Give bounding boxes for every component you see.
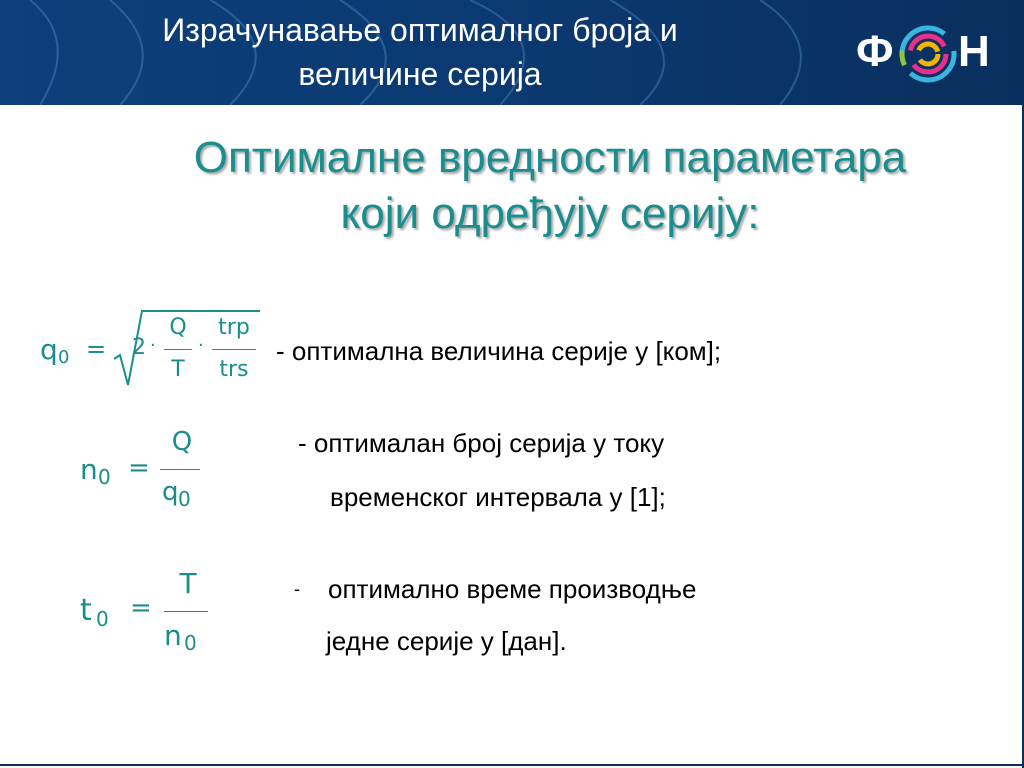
formula-n0 bbox=[78, 425, 208, 520]
n0-denominator-subscript: 0 bbox=[178, 487, 191, 511]
formula-q0 bbox=[36, 305, 266, 395]
n0-numerator: Q bbox=[171, 427, 193, 457]
description-t0-line2: једне серије у [дан]. bbox=[326, 626, 567, 656]
t0-symbol: t bbox=[80, 593, 92, 628]
slide-title-line1: Израчунавање оптималног броја и bbox=[162, 12, 678, 48]
fon-logo bbox=[850, 18, 1000, 90]
q0-subscript: 0 bbox=[58, 347, 70, 368]
section-heading-line2: који одређују серију: bbox=[340, 189, 760, 238]
q0-two: 2 bbox=[132, 335, 146, 360]
description-t0-dash: - bbox=[294, 579, 300, 599]
q0-equals: = bbox=[86, 335, 107, 363]
q0-dot2: · bbox=[198, 335, 204, 356]
t0-numerator: T bbox=[179, 567, 197, 600]
t0-fraction-bar bbox=[164, 611, 208, 612]
description-n0-line2: временског интервала у [1]; bbox=[330, 482, 666, 512]
n0-denominator: q bbox=[162, 477, 179, 507]
section-heading bbox=[120, 130, 980, 242]
q0-symbol: q bbox=[40, 333, 58, 366]
fon-rings-icon bbox=[898, 22, 958, 86]
formula-t0 bbox=[78, 565, 218, 665]
n0-equals: = bbox=[128, 453, 150, 483]
q0-fraction-bar2 bbox=[212, 349, 256, 350]
t0-subscript: 0 bbox=[96, 607, 109, 631]
description-n0-line1: - оптималан број серија у току bbox=[298, 428, 665, 458]
q0-numerator-q: Q bbox=[169, 315, 187, 340]
logo-letter-n: Н bbox=[958, 27, 990, 76]
q0-fraction-bar1 bbox=[164, 349, 192, 350]
t0-denominator-subscript: 0 bbox=[184, 631, 197, 655]
t0-equals: = bbox=[130, 593, 152, 623]
slide-bottom-border bbox=[0, 764, 1024, 766]
n0-symbol: n bbox=[80, 453, 98, 486]
n0-fraction-bar bbox=[160, 469, 200, 470]
t0-denominator: n bbox=[164, 619, 182, 652]
slide-title-line2: величине серија bbox=[298, 56, 542, 92]
n0-subscript: 0 bbox=[98, 465, 111, 489]
description-q0: - оптимална величина серије у [ком]; bbox=[276, 336, 722, 366]
section-heading-line1: Оптималне вредности параметара bbox=[193, 133, 907, 182]
description-t0-line1: оптимално време производње bbox=[328, 574, 697, 604]
q0-dot1: · bbox=[150, 335, 156, 356]
logo-letter-f: Ф bbox=[856, 27, 894, 76]
q0-denominator-t: T bbox=[171, 357, 185, 382]
q0-numerator-trp: trp bbox=[218, 315, 250, 340]
slide-title bbox=[0, 8, 840, 96]
q0-denominator-trs: trs bbox=[219, 357, 249, 382]
header-banner bbox=[0, 0, 1024, 105]
